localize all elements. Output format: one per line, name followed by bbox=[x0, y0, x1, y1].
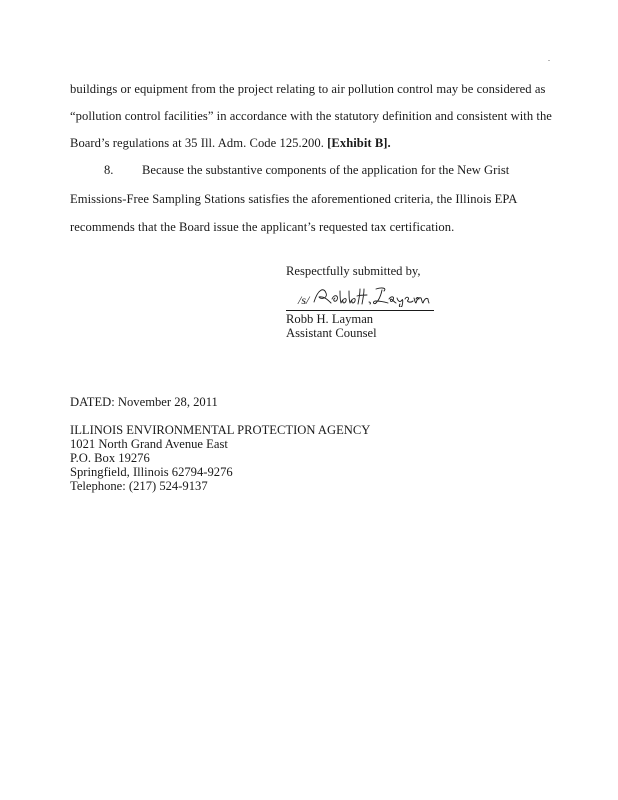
agency-name: ILLINOIS ENVIRONMENTAL PROTECTION AGENCY bbox=[70, 423, 371, 437]
paragraph-8-line-3: recommends that the Board issue the applicant’s requested tax certification. bbox=[70, 220, 455, 234]
signer-title: Assistant Counsel bbox=[286, 326, 377, 340]
handwritten-signature bbox=[312, 285, 430, 307]
date-line: DATED: November 28, 2011 bbox=[70, 395, 218, 409]
paragraph-8-line-2: Emissions-Free Sampling Stations satisfies the aforementioned criteria, the Illinois EPA bbox=[70, 192, 518, 206]
paragraph-continued-line-2: “pollution control facilities” in accordance with the statutory definition and consistent with the bbox=[70, 109, 552, 123]
paragraph-number: 8. bbox=[104, 163, 114, 177]
signer-name: Robb H. Layman bbox=[286, 312, 374, 326]
signature-line bbox=[286, 289, 434, 311]
exhibit-reference: [Exhibit B]. bbox=[327, 136, 391, 150]
agency-street: 1021 North Grand Avenue East bbox=[70, 437, 228, 451]
paragraph-continued-line-3 bbox=[70, 135, 391, 151]
regulation-citation: Board’s regulations at 35 Ill. Adm. Code 125.200. bbox=[70, 136, 324, 150]
page-corner-mark: . bbox=[548, 54, 550, 63]
signature-prefix: /s/ bbox=[298, 293, 310, 307]
signature-closing: Respectfully submitted by, bbox=[286, 264, 421, 278]
agency-telephone: Telephone: (217) 524-9137 bbox=[70, 479, 208, 493]
agency-po-box: P.O. Box 19276 bbox=[70, 451, 150, 465]
agency-city: Springfield, Illinois 62794-9276 bbox=[70, 465, 233, 479]
paragraph-continued-line-1: buildings or equipment from the project relating to air pollution control may be considered as bbox=[70, 82, 546, 96]
paragraph-8-line-1: Because the substantive components of the application for the New Grist bbox=[142, 163, 510, 177]
